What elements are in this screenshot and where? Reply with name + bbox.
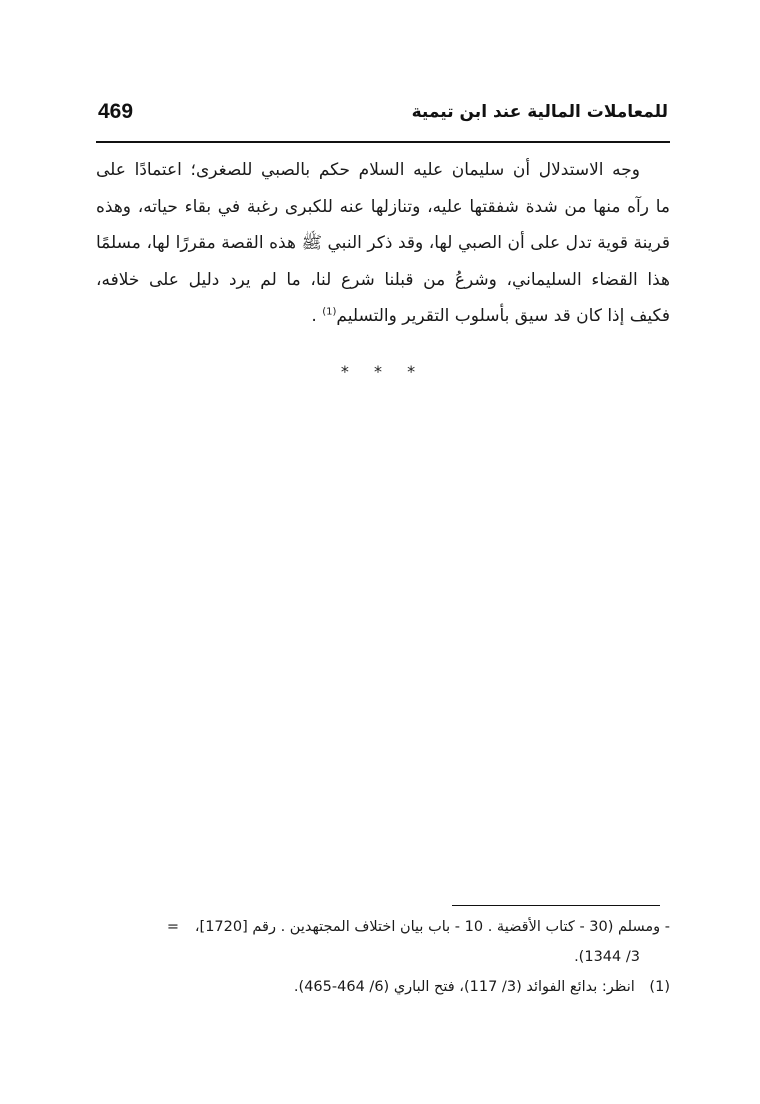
footnote-continuation-text: - ومسلم (30 - كتاب الأقضية . 10 - باب بيان اختلاف المجتهدين . رقم [1720]، xyxy=(194,919,670,935)
footnote-reference: (1) xyxy=(322,306,337,318)
footnote-continuation-line xyxy=(96,912,670,942)
page-header xyxy=(96,96,670,140)
text-line: قرينة قوية تدل على أن الصبي لها، وقد ذكر النبي ﷺ هذه القصة مقررًا لها، مسلمًا xyxy=(96,233,670,253)
footnote-continuation-line-2: 3/ 1344). xyxy=(574,949,640,965)
footnotes xyxy=(96,912,670,1002)
footnote-continuation-marker: = xyxy=(166,919,180,935)
footnote-1-text: انظر: بدائع الفوائد (3/ 117)، فتح الباري (6/ 464-465). xyxy=(293,979,635,995)
page-number: 469 xyxy=(98,100,134,123)
footnote-1-marker: (1) xyxy=(649,979,670,995)
footnote-1 xyxy=(96,972,670,1002)
text-line-last xyxy=(96,298,670,335)
main-text xyxy=(96,152,670,335)
text-line: هذا القضاء السليماني، وشرعُ من قبلنا شرع لنا، ما لم يرد دليل على خلافه، xyxy=(96,269,670,290)
text-line: وجه الاستدلال أن سليمان عليه السلام حكم بالصبي للصغرى؛ اعتمادًا على xyxy=(96,160,640,180)
section-divider-stars: * * * xyxy=(340,362,426,381)
text-line: فكيف إذا كان قد سيق بأسلوب التقرير والتسليم xyxy=(336,306,670,326)
text-line: ما رآه منها من شدة شفقتها عليه، وتنازلها عنه للكبرى رغبة في بقاء حياته، وهذه xyxy=(96,196,670,217)
sentence-end: . xyxy=(311,306,317,326)
footnote-rule xyxy=(452,905,660,906)
running-title: للمعاملات المالية عند ابن تيمية xyxy=(411,102,668,122)
header-rule xyxy=(96,141,670,143)
